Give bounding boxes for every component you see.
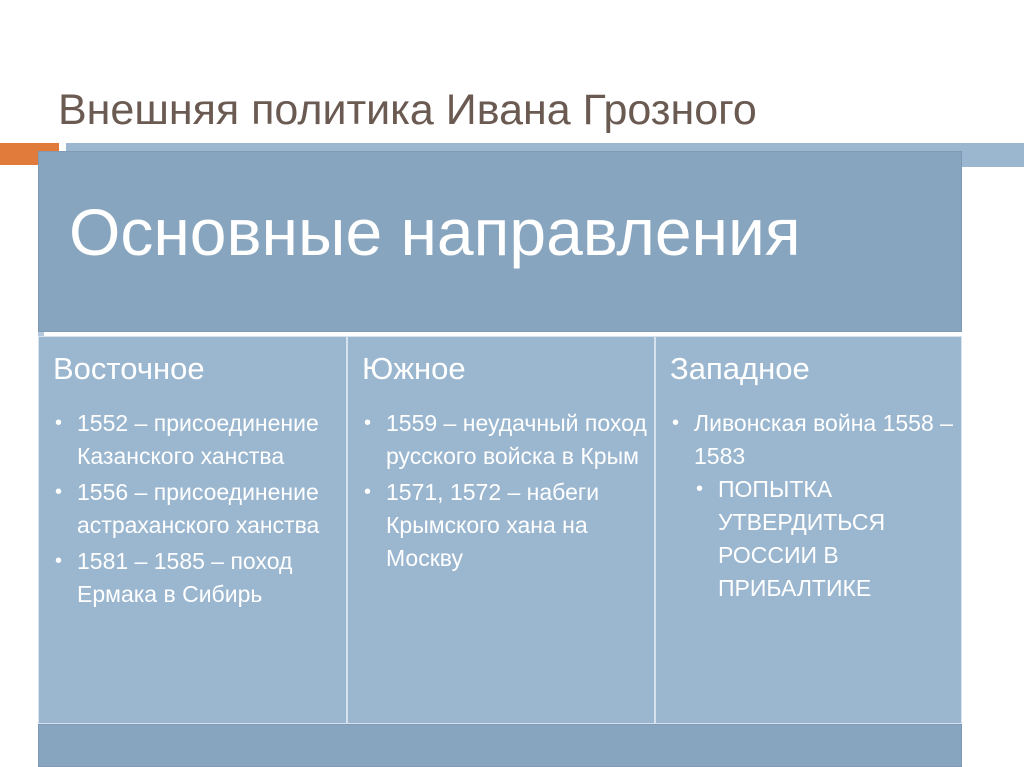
sub-list-item: • ПОПЫТКА УТВЕРДИТЬСЯ РОССИИ В ПРИБАЛТИКЕ: [694, 473, 955, 605]
column-east: [38, 336, 347, 724]
table-footer: [38, 724, 962, 767]
table-header-text: Основные направления: [69, 195, 801, 269]
bullet-icon: •: [55, 550, 63, 572]
bullet-icon: •: [55, 481, 63, 503]
column-west: [655, 336, 962, 724]
list-item: • 1556 – присоединение астраханского ханства: [53, 476, 340, 542]
bullet-icon: •: [55, 412, 63, 434]
table-header: [38, 151, 962, 332]
bullet-icon: •: [364, 481, 372, 503]
column-title: Южное: [362, 351, 466, 386]
bullet-icon: •: [696, 478, 704, 500]
column-title: Восточное: [53, 351, 205, 386]
column-list: [362, 407, 648, 578]
column-list: [53, 407, 340, 614]
list-item: • 1571, 1572 – набеги Крымского хана на Москву: [362, 476, 648, 575]
column-title: Западное: [670, 351, 810, 386]
column-list: [670, 407, 955, 608]
list-item: • Ливонская война 1558 – 1583 • ПОПЫТКА УТВЕРДИТЬСЯ РОССИИ В ПРИБАЛТИКЕ: [670, 407, 955, 605]
list-item: • 1581 – 1585 – поход Ермака в Сибирь: [53, 545, 340, 611]
bullet-icon: •: [672, 412, 680, 434]
list-item: • 1552 – присоединение Казанского ханства: [53, 407, 340, 473]
column-south: [347, 336, 655, 724]
list-item: • 1559 – неудачный поход русского войска в Крым: [362, 407, 648, 473]
sub-list: [694, 473, 955, 605]
bullet-icon: •: [364, 412, 372, 434]
slide-title: Внешняя политика Ивана Грозного: [58, 86, 757, 134]
